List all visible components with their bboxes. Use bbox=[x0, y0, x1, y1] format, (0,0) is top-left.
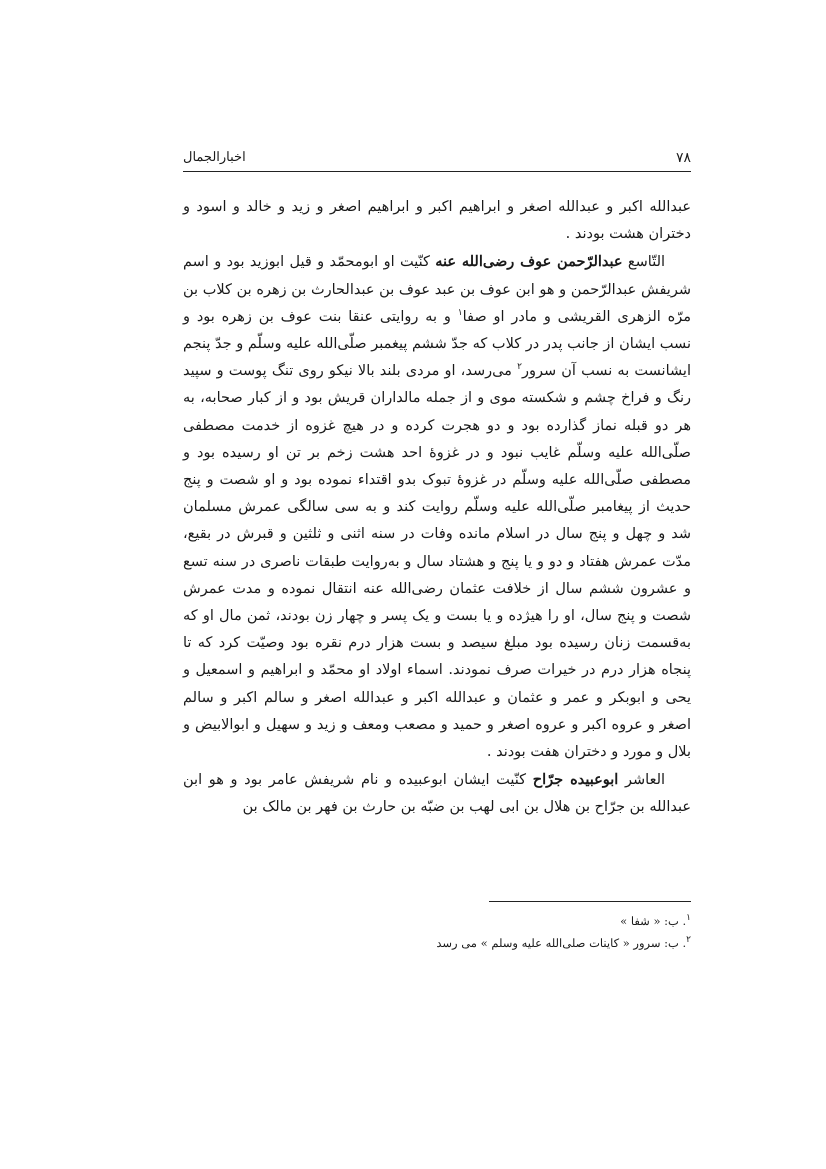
running-title: اخبارالجمال bbox=[183, 150, 246, 165]
page-number: ۷۸ bbox=[675, 150, 691, 166]
header-rule bbox=[183, 171, 691, 172]
person-name-abdulrahman: عبدالرّحمن عوف رضی‌الله عنه bbox=[435, 253, 623, 271]
footnote-1-text: . ب: « شفا » bbox=[620, 914, 687, 928]
paragraph-3 bbox=[183, 766, 691, 821]
paragraph-1 bbox=[183, 194, 691, 248]
footnote-1-number: ۱ bbox=[686, 913, 691, 924]
person-name-abuubaydah: ابوعبیده جرّاح bbox=[532, 771, 619, 789]
paragraph-2-text-a: کنّیت او ابومحمّد و قیل ابوزید بود و اسم شریفش عبدالرّحمن و هو ابن عوف بن عبد عوف بن عبدالحارث بن زهره بن کلاب بن مرّه الزهری القریشی و مادر او صفا bbox=[183, 254, 692, 325]
footnote-1 bbox=[183, 910, 691, 932]
footnote-rule bbox=[489, 901, 691, 902]
body-text bbox=[183, 194, 691, 822]
footnote-ref-2[interactable]: ۲ bbox=[517, 362, 522, 373]
page-header bbox=[183, 150, 691, 170]
footnote-ref-1[interactable]: ۱ bbox=[457, 307, 463, 318]
footnote-2 bbox=[183, 932, 691, 954]
paragraph-3-lead: العاشر bbox=[625, 772, 666, 789]
paragraph-2-text-b: و به روایتی عنقا بنت عوف بن زهره بود و نسب ایشان از جانب پدر در کلاب که جدّ ششم پیغمبر صلّی‌الله علیه وسلّم و جدّ پنجم ایشانست به نسب آن سرور bbox=[183, 308, 691, 380]
footnote-2-number: ۲ bbox=[686, 935, 691, 946]
paragraph-2-lead: التّاسع bbox=[627, 254, 666, 271]
paragraph-2 bbox=[183, 248, 691, 766]
paragraph-1-text: عبدالله اکبر و عبدالله اصغر و ابراهیم اکبر و ابراهیم اصغر و زید و خالد و اسود و دختران هشت بودند . bbox=[183, 199, 691, 243]
paragraph-3-text: کنّیت ایشان ابوعبیده و نام شریفش عامر بود و هو ابن عبدالله بن جرّاح بن هلال بن ابی لهب بن ضبّه بن حارث بن فهر بن مالک بن bbox=[183, 772, 691, 816]
footnote-2-text: . ب: سرور « کاینات صلی‌الله علیه وسلم » می رسد bbox=[436, 936, 687, 950]
paragraph-2-text-c: می‌رسد، او مردی بلند بالا نیکو روی تنگ پوست و سپید رنگ و فراخ چشم و شکسته موی و از جمله مالداران قریش بود و از کبار صحابه، به هر دو قبله نماز گذارده بود و دو هجرت کرده و در هیچ غزوه از خدمت مصطفی صلّی‌الله علیه وسلّم غایب نبود و در غزوهٔ احد هشت زخم بر تن او رسیده بود و مصطفی صلّی‌الله علیه وسلّم در غزوهٔ تبوک بدو اقتداء نموده بود و او شصت و پنج حدیث از پیغامبر صلّی‌الله علیه وسلّم روایت کند و به سی سالگی عمرش مسلمان شد و چهل و پنج سال در اسلام مانده وفات در سنه اثنی و ثلثین و قبرش در بقیع، مدّت عمرش هفتاد و دو و یا پنج و هشتاد سال و به‌روایت طبقات ناصری در سنه تسع و عشرون ششم سال از خلافت عثمان رضی‌الله عنه انتقال نموده و مدت عمرش شصت و پنج سال، او را هیژده و یا بست و یک پسر و چهار زن بودند، ثمن مال او که به‌قسمت زنان رسیده بود مبلغ سیصد و بست هزار درم نقره بود وصیّت کرد که تا پنجاه هزار درم در خیرات صرف نمودند. اسماء اولاد او محمّد و ابراهیم و اسمعیل و یحی و ابوبکر و عمر و عثمان و عبدالله اکبر و عبدالله اصغر و سالم اکبر و سالم اصغر و عروه اکبر و عروه اصغر و حمید و مصعب ومعف و زید و سهیل و ابوالابیض و بلال و مورد و دختران هفت بودند . bbox=[183, 363, 691, 761]
footnotes bbox=[183, 910, 691, 954]
